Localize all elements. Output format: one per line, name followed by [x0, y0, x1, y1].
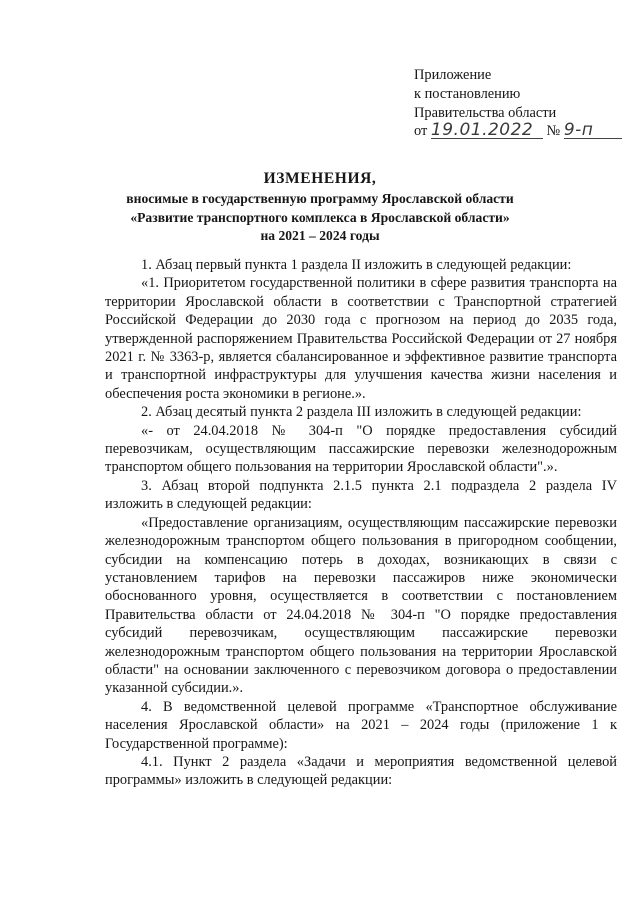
appendix-government-line: Правительства области — [414, 104, 557, 121]
paragraph-4-1: 4.1. Пункт 2 раздела «Задачи и мероприятия ведомственной целевой программы» изложить в следующей редакции: — [105, 753, 617, 789]
handwritten-date: 19.01.2022 — [431, 122, 543, 139]
subtitle-line-2: «Развитие транспортного комплекса в Ярославской области» — [130, 209, 510, 225]
paragraph-3-quote: «Предоставление организациям, осуществляющим пассажирские перевозки железнодорожным транспортом общего пользования в пригородном сообщении, субсидии на компенсацию потерь в доходах, возникающих в связи с установлением тарифов на перевозки пассажиров ниже экономически обоснованного уровня, осуществляется в соответствии с постановлением Правительства области от 24.04.2018 № 304-п "О порядке предоставления субсидий перевозчикам, осуществляющим пассажирские перевозки железнодорожным транспортом общего пользования на территории Ярославской области" на основании заключенного с перевозчиком договора о предоставлении указанной субсидии.». — [105, 514, 617, 697]
paragraph-1-quote: «1. Приоритетом государственной политики в сфере развития транспорта на территории Ярославской области в соответствии с Транспортной стратегией Российской Федерации до 2030 года с прогнозом на период до 2035 года, утвержденной распоряжением Правительства Российской Федерации от 27 ноября 2021 г. № 3363-р, является сбалансированное и эффективное развитие транспорта и транспортной инфраструктуры для улучшения качества жизни населения и обеспечения роста экономики в регионе.». — [105, 275, 617, 402]
number-sign: № — [546, 123, 561, 140]
paragraph-3: 3. Абзац второй подпункта 2.1.5 пункта 2.1 подраздела 2 раздела IV изложить в следующей редакции: — [105, 477, 617, 513]
appendix-block — [414, 66, 624, 141]
subtitle-line-3: на 2021 – 2024 годы — [260, 228, 380, 243]
document-subtitle — [0, 190, 640, 246]
from-label: от — [414, 123, 428, 140]
paragraph-2-quote: «- от 24.04.2018 № 304-п "О порядке предоставления субсидий перевозчикам, осуществляющим пассажирские перевозки железнодорожным транспортом общего пользования на территории Ярославской области".». — [105, 422, 617, 476]
document-body — [105, 256, 617, 790]
paragraph-1: 1. Абзац первый пункта 1 раздела II изложить в следующей редакции: — [141, 257, 572, 273]
handwritten-number: 9-п — [564, 122, 622, 139]
appendix-resolution-line: к постановлению — [414, 85, 521, 102]
paragraph-4: 4. В ведомственной целевой программе «Транспортное обслуживание населения Ярославской области» на 2021 – 2024 годы (приложение 1 к Государственной программе): — [105, 698, 617, 752]
document-heading: ИЗМЕНЕНИЯ, — [263, 170, 377, 187]
subtitle-line-1: вносимые в государственную программу Ярославской области — [126, 191, 514, 206]
paragraph-2: 2. Абзац десятый пункта 2 раздела III изложить в следующей редакции: — [141, 404, 582, 421]
appendix-label: Приложение — [414, 67, 492, 83]
appendix-date-number-line — [414, 122, 624, 141]
